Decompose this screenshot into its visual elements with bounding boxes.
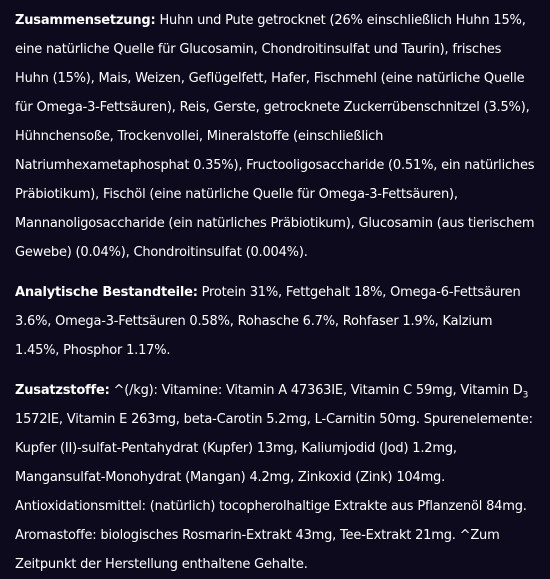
additives-heading: Zusatzstoffe: [15, 383, 110, 398]
additives-text-before: ^(/kg): Vitamine: Vitamin A 47363IE, Vitamin C 59mg, Vitamin D [109, 383, 523, 398]
composition-text: Huhn und Pute getrocknet (26% einschließlich Huhn 15%, eine natürliche Quelle für Glucosamin, Chondroitinsulfat und Taurin), frisches Huhn (15%), Mais, Weizen, Geflügelfett, Hafer, Fischmehl (eine natürliche Quelle für Omega-3-Fettsäuren), Reis, Gerste, getrocknete Zuckerrübenschnitzel (3.5%), Hühnchensoße, Trockenvollei, Mineralstoffe (einschließlich Natriumhexametaphosphat 0.35%), Fructooligosaccharide (0.51%, ein natürliches Präbiotikum), Fischöl (eine natürliche Quelle für Omega-3-Fettsäuren), Mannanoligosaccharide (ein natürliches Präbiotikum), Glucosamin (aus tierischem Gewebe) (0.04%), Chondroitinsulfat (0.004%). [15, 13, 535, 260]
composition-section [15, 6, 538, 267]
analytical-section [15, 278, 538, 365]
analytical-heading: Analytische Bestandteile: [15, 285, 198, 300]
analytical-text: Protein 31%, Fettgehalt 18%, Omega-6-Fettsäuren 3.6%, Omega-3-Fettsäuren 0.58%, Rohasche 6.7%, Rohfaser 1.9%, Kalzium 1.45%, Phosphor 1.17%. [15, 285, 521, 358]
composition-heading: Zusammensetzung: [15, 13, 156, 28]
vitamin-d-subscript: 3 [522, 390, 529, 401]
additives-text-after: 1572IE, Vitamin E 263mg, beta-Carotin 5.2mg, L-Carnitin 50mg. Spurenelemente: Kupfer (II)-sulfat-Pentahydrat (Kupfer) 13mg, Kaliumjodid (Jod) 1.2mg, Mangansulfat-Monohydrat (Mangan) 4.2mg, Zinkoxid (Zink) 104mg. [15, 412, 533, 485]
additives-section [15, 376, 538, 579]
flavourings-paragraph: Aromastoffe: biologisches Rosmarin-Extrakt 43mg, Tee-Extrakt 21mg. ^Zum Zeitpunkt der Herstellung enthaltene Gehalte. [15, 528, 500, 572]
antioxidants-paragraph: Antioxidationsmittel: (natürlich) tocopherolhaltige Extrakte aus Pflanzenöl 84mg. [15, 499, 527, 514]
additives-vitamins-paragraph [15, 376, 538, 492]
